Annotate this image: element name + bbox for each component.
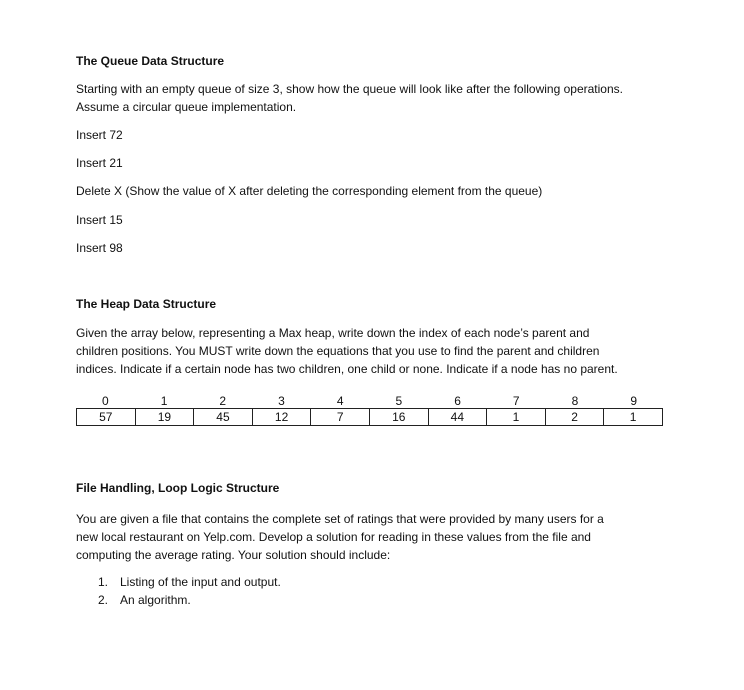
heap-value-cell: 44 — [429, 409, 488, 425]
queue-op-4: Insert 15 — [76, 213, 123, 227]
heap-value-cell: 45 — [194, 409, 253, 425]
queue-intro-line-1: Starting with an empty queue of size 3, show how the queue will look like after the following operations. — [76, 82, 623, 96]
heap-value-cell: 57 — [77, 409, 136, 425]
queue-op-1: Insert 72 — [76, 128, 123, 142]
file-intro-line-2: new local restaurant on Yelp.com. Develop a solution for reading in these values from the file and — [76, 530, 591, 544]
heap-value-cell: 16 — [370, 409, 429, 425]
queue-op-3: Delete X (Show the value of X after deleting the corresponding element from the queue) — [76, 184, 543, 198]
file-intro-line-1: You are given a file that contains the complete set of ratings that were provided by many users for a — [76, 512, 604, 526]
list-item — [98, 591, 281, 609]
heap-value-row — [76, 408, 663, 426]
queue-op-5: Insert 98 — [76, 241, 123, 255]
heap-index-cell: 2 — [219, 394, 227, 408]
heap-intro-line-1: Given the array below, representing a Max heap, write down the index of each node’s parent and — [76, 326, 590, 340]
queue-intro-line-2: Assume a circular queue implementation. — [76, 100, 297, 114]
list-item-text: Listing of the input and output. — [120, 575, 281, 589]
heap-index-cell: 4 — [336, 394, 344, 408]
queue-intro — [76, 80, 676, 116]
heap-intro-line-3: indices. Indicate if a certain node has two children, one child or none. Indicate if a node has no parent. — [76, 362, 618, 376]
requirements-list — [98, 573, 281, 609]
heap-intro-line-2: children positions. You MUST write down the equations that you use to find the parent and children — [76, 344, 600, 358]
heap-index-cell: 1 — [160, 394, 168, 408]
heap-value-cell: 19 — [136, 409, 195, 425]
heap-value-cell: 1 — [487, 409, 546, 425]
file-intro-line-3: computing the average rating. Your solution should include: — [76, 548, 391, 562]
file-section-title: File Handling, Loop Logic Structure — [76, 481, 280, 495]
list-item-number: 2. — [98, 593, 109, 607]
file-intro — [76, 510, 676, 564]
queue-section-title: The Queue Data Structure — [76, 54, 225, 68]
heap-index-cell: 5 — [395, 394, 403, 408]
list-item — [98, 573, 281, 591]
list-item-text: An algorithm. — [120, 593, 191, 607]
heap-index-cell: 3 — [278, 394, 285, 408]
heap-value-cell: 2 — [546, 409, 605, 425]
list-item-number: 1. — [98, 575, 109, 589]
heap-index-cell: 9 — [630, 394, 638, 408]
heap-index-cell: 6 — [454, 394, 461, 408]
heap-index-row — [76, 393, 663, 409]
heap-index-cell: 8 — [571, 394, 579, 408]
queue-op-2: Insert 21 — [76, 156, 123, 170]
heap-intro — [76, 324, 676, 378]
heap-index-cell: 7 — [512, 394, 520, 408]
heap-index-cell: 0 — [102, 394, 109, 408]
heap-value-cell: 1 — [629, 410, 637, 424]
heap-section-title: The Heap Data Structure — [76, 297, 217, 311]
heap-value-cell: 12 — [253, 409, 312, 425]
heap-value-cell: 7 — [311, 409, 370, 425]
